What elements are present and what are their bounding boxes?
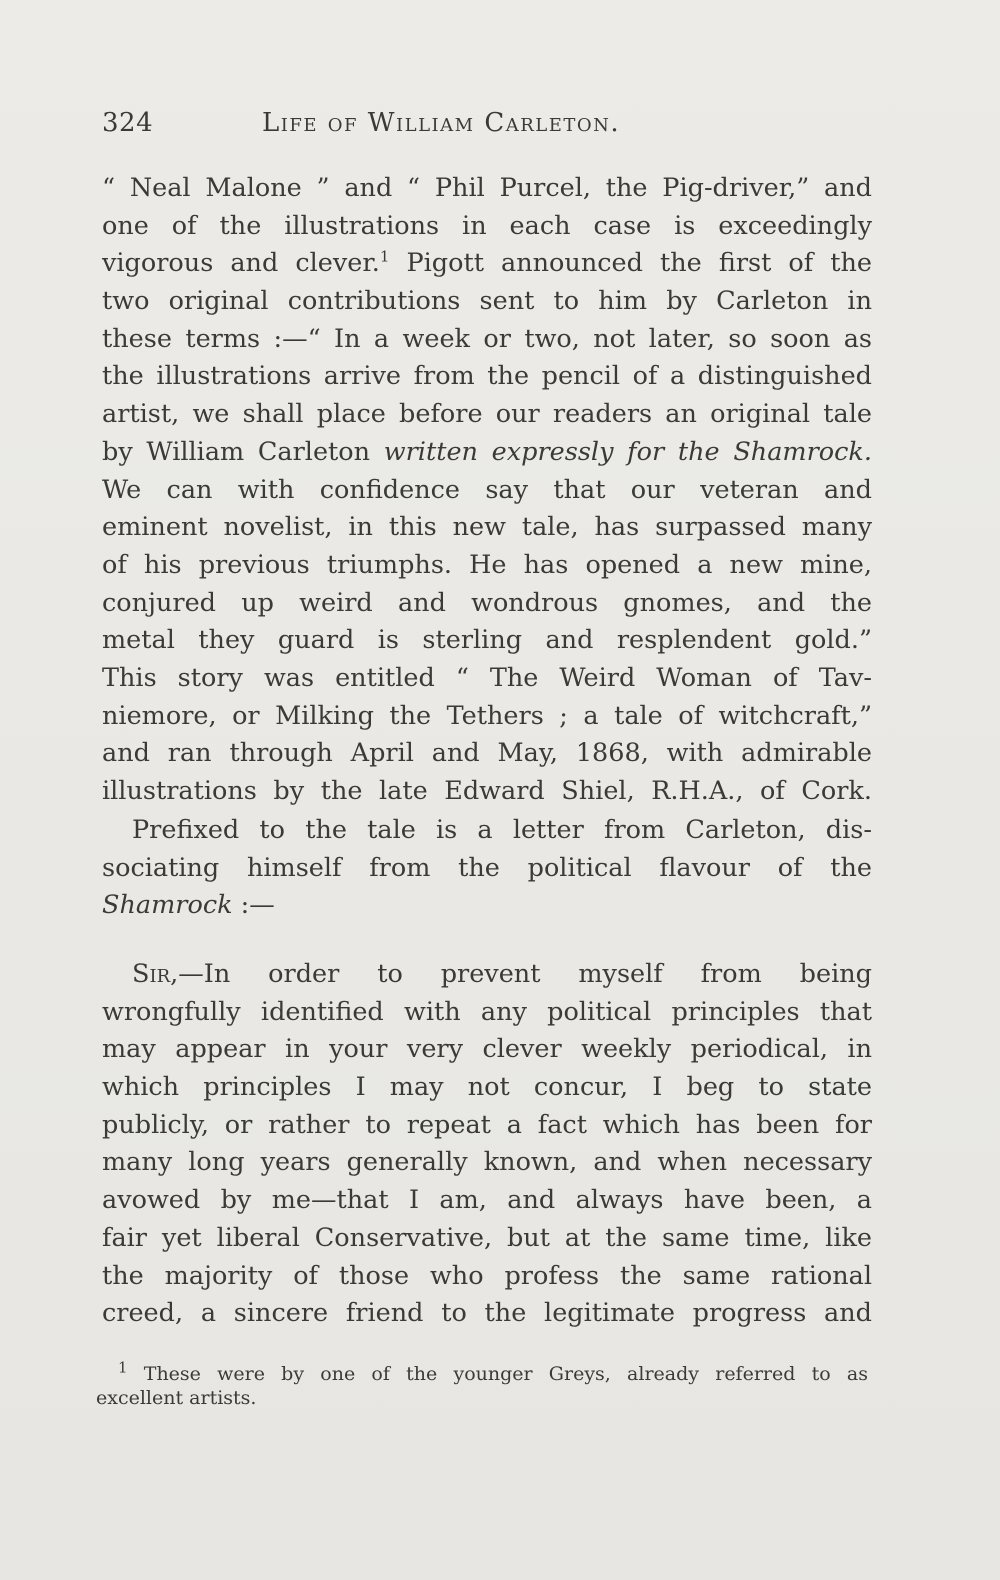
- footnote-reference: 1: [379, 247, 390, 266]
- paragraph-1: [102, 170, 872, 811]
- text-line: [102, 245, 872, 283]
- text-line: many long years generally known, and when necessary: [102, 1147, 872, 1178]
- text-line: We can with confidence say that our veteran and: [102, 474, 872, 505]
- running-title: Life of William Carleton.: [262, 108, 621, 138]
- text-line: artist, we shall place before our readers an original tale: [102, 399, 872, 430]
- text-line: avowed by me—that I am, and always have been, a: [102, 1185, 872, 1216]
- text-line: sociating himself from the political flavour of the: [102, 852, 872, 883]
- text-line: “ Neal Malone ” and “ Phil Purcel, the Pig-driver,” and: [102, 173, 872, 203]
- text-line: one of the illustrations in each case is exceedingly: [102, 210, 872, 241]
- text-line: [102, 956, 872, 994]
- text-line: publicly, or rather to repeat a fact which has been for: [102, 1109, 872, 1140]
- footnote-line: [96, 1358, 868, 1386]
- italic-text: Shamrock: [102, 890, 233, 921]
- text-line: two original contributions sent to him by Carleton in: [102, 286, 872, 317]
- footnote-line: excellent artists.: [96, 1387, 257, 1409]
- text-line: creed, a sincere friend to the legitimate progress and: [102, 1298, 872, 1329]
- text-line: wrongfully identified with any political principles that: [102, 996, 872, 1027]
- footnote-marker: 1: [118, 1358, 128, 1377]
- text-line: Prefixed to the tale is a letter from Carleton, dis-: [132, 815, 872, 845]
- running-head: [102, 108, 872, 150]
- text-line: and ran through April and May, 1868, with admirable: [102, 738, 872, 769]
- text-line: [102, 434, 872, 472]
- text-run: :—: [232, 890, 275, 921]
- italic-text: written expressly for the Shamrock.: [383, 436, 872, 467]
- text-line: may appear in your very clever weekly periodical, in: [102, 1034, 872, 1065]
- text-run: —In order to prevent myself from being: [178, 959, 872, 989]
- text-line: metal they guard is sterling and resplendent gold.”: [102, 625, 872, 656]
- text-line: This story was entitled “ The Weird Woman of Tav-: [102, 662, 872, 693]
- text-line: [102, 887, 872, 925]
- text-line: illustrations by the late Edward Shiel, R.H.A., of Cork.: [102, 776, 872, 806]
- quoted-letter: [102, 956, 872, 1333]
- text-line: fair yet liberal Conservative, but at the same time, like: [102, 1222, 872, 1253]
- text-line: conjured up weird and wondrous gnomes, and the: [102, 587, 872, 618]
- text-run: Pigott announced the first of the: [389, 248, 873, 279]
- letter-salutation: Sir,: [132, 959, 179, 989]
- text-line: the majority of those who profess the same rational: [102, 1260, 872, 1291]
- text-line: which principles I may not concur, I beg to state: [102, 1072, 872, 1103]
- footnote: [96, 1358, 868, 1410]
- text-line: niemore, or Milking the Tethers ; a tale of witchcraft,”: [102, 700, 872, 731]
- text-run: vigorous and clever.: [102, 248, 380, 279]
- page-number: 324: [102, 108, 154, 138]
- paragraph-2: [102, 812, 872, 925]
- text-run: These were by one of the younger Greys, already referred to as: [127, 1363, 868, 1385]
- text-line: these terms :—“ In a week or two, not later, so soon as: [102, 323, 872, 354]
- text-line: eminent novelist, in this new tale, has surpassed many: [102, 512, 872, 543]
- text-line: of his previous triumphs. He has opened a new mine,: [102, 549, 872, 580]
- text-run: by William Carleton: [102, 436, 384, 467]
- text-line: the illustrations arrive from the pencil of a distinguished: [102, 361, 872, 392]
